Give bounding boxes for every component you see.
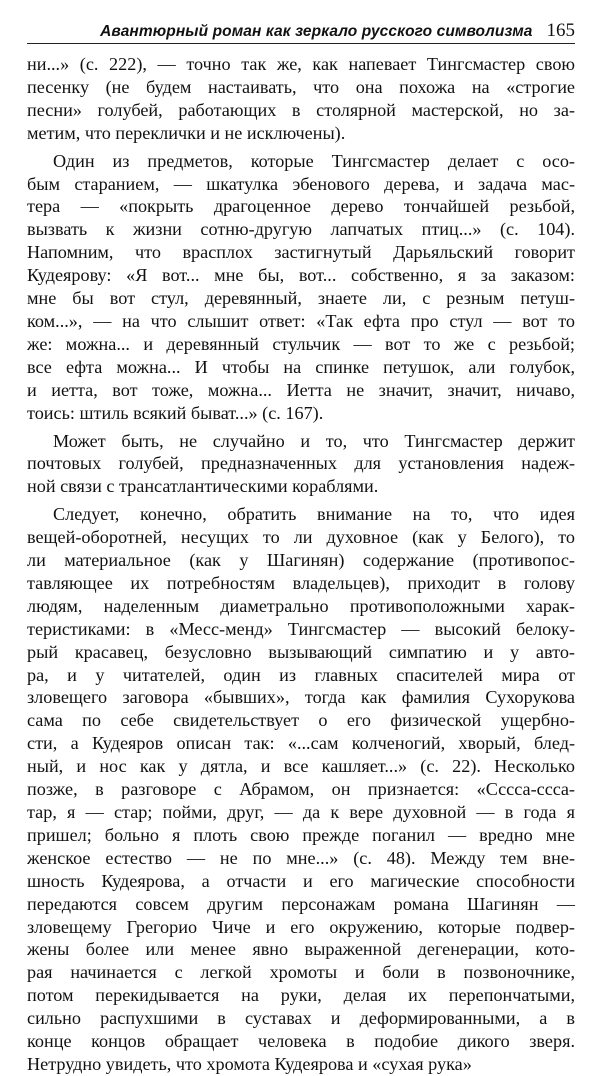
text-line: Нетрудно увидеть, что хромота Кудеярова и «сухая рука» bbox=[27, 1053, 472, 1074]
text-line: рый красавец, безусловно вызывающий симпатию и у авто- bbox=[27, 641, 575, 662]
text-line: тера — «покрыть драгоценное дерево тончайшей резьбой, bbox=[27, 196, 575, 217]
text-line: Кудеярову: «Я вот... мне бы, вот... собственно, я за заказом: bbox=[27, 265, 575, 286]
text-line: же: можна... и деревянный стульчик — вот то же с резьбой; bbox=[27, 333, 575, 354]
body-text bbox=[27, 53, 575, 1076]
text-line: сама по себе свидетельствует о его физической ущербно- bbox=[27, 710, 575, 731]
text-line: людям, наделенным диаметрально противоположными харак- bbox=[27, 595, 575, 616]
text-line: ли материальное (как у Шагинян) содержание (противопос- bbox=[27, 550, 575, 571]
text-line: Может быть, не случайно и то, что Тингсмастер держит bbox=[53, 430, 575, 451]
text-line: бым старанием, — шкатулка эбенового дерева, и задача мас- bbox=[27, 173, 575, 194]
text-line: мне бы вот стул, деревянный, знаете ли, с резным петуш- bbox=[27, 288, 575, 309]
text-line: шность Кудеярова, а отчасти и его магические способности bbox=[27, 870, 575, 891]
text-line: метим, что переклички и не исключены). bbox=[27, 122, 346, 143]
text-line: позже, в разговоре с Абрамом, он признается: «Сссса-сссa- bbox=[27, 779, 575, 800]
text-line: ный, и нос как у дятла, и все кашляет...» (с. 22). Несколько bbox=[27, 756, 575, 777]
text-line: сильно распухшими в суставах и деформированными, а в bbox=[27, 1008, 575, 1029]
text-line: пришел; больно я плоть свою прежде поганил — вредно мне bbox=[27, 824, 575, 845]
text-line: жены более или менее явно выраженной дегенерации, кото- bbox=[27, 939, 575, 960]
text-line: ни...» (с. 222), — точно так же, как напевает Тингсмастер свою bbox=[27, 54, 575, 74]
text-line: все ефта можна... И чтобы на спинке петушок, али голубок, bbox=[27, 356, 575, 377]
text-line: вещей-оборотней, несущих то ли духовное (как у Белого), то bbox=[27, 527, 575, 548]
page-number: 165 bbox=[546, 20, 575, 41]
text-line: вызвать к жизни сотню-другую лапчатых птиц...» (с. 104). bbox=[27, 219, 575, 240]
text-line: и иетта, вот тоже, можна... Иетта не значит, значит, ничаво, bbox=[27, 379, 575, 400]
text-line: песенку (не будем настаивать, что она похожа на «строгие bbox=[27, 76, 575, 97]
text-line: тар, я — стар; пойми, друг, — да к вере духовной — в года я bbox=[27, 802, 575, 822]
text-line: тоись: штиль всякий быват...» (с. 167). bbox=[27, 402, 324, 423]
text-line: передаются совсем другим персонажам романа Шагинян — bbox=[27, 893, 575, 914]
text-line: рая начинается с легкой хромоты и боли в позвоночнике, bbox=[27, 962, 575, 983]
text-line: Один из предметов, которые Тингсмастер делает с осо- bbox=[53, 150, 575, 171]
text-line: ком...», — на что слышит ответ: «Так ефта про стул — вот то bbox=[27, 310, 575, 331]
text-line: сти, а Кудеяров описан так: «...сам колченогий, хворый, блед- bbox=[27, 733, 575, 754]
book-page bbox=[27, 14, 575, 1076]
text-line: почтовых голубей, предназначенных для установления надеж- bbox=[27, 453, 575, 474]
text-line: ной связи с трансатлантическими кораблями. bbox=[27, 476, 379, 497]
text-line: Напомним, что врасплох застигнутый Дарьяльский говорит bbox=[27, 242, 575, 263]
text-line: Следует, конечно, обратить внимание на то, что идея bbox=[53, 504, 575, 525]
text-line: потом перекидывается на руки, делая их перепончатыми, bbox=[27, 985, 575, 1006]
text-line: ра, и у читателей, один из главных спасителей мира от bbox=[27, 664, 575, 685]
text-line: теристиками: в «Месс-менд» Тингсмастер — высокий белоку- bbox=[27, 618, 575, 639]
text-line: зловещего заговора «бывших», тогда как фамилия Сухорукова bbox=[27, 687, 575, 708]
text-line: конце концов обращает человека в подобие дикого зверя. bbox=[27, 1031, 575, 1052]
text-line: тавляющее их потребностям владельцев), приходит в голову bbox=[27, 572, 575, 593]
text-line: песни» голубей, работающих в столярной мастерской, но за- bbox=[27, 99, 575, 120]
running-head-title: Авантюрный роман как зеркало русского символизма bbox=[100, 23, 533, 40]
text-line: женское естество — не по мне...» (с. 48). Между тем вне- bbox=[27, 847, 575, 868]
text-line: зловещему Грегорио Чиче и его окружению, которые подвер- bbox=[27, 916, 575, 937]
running-head bbox=[27, 14, 575, 44]
